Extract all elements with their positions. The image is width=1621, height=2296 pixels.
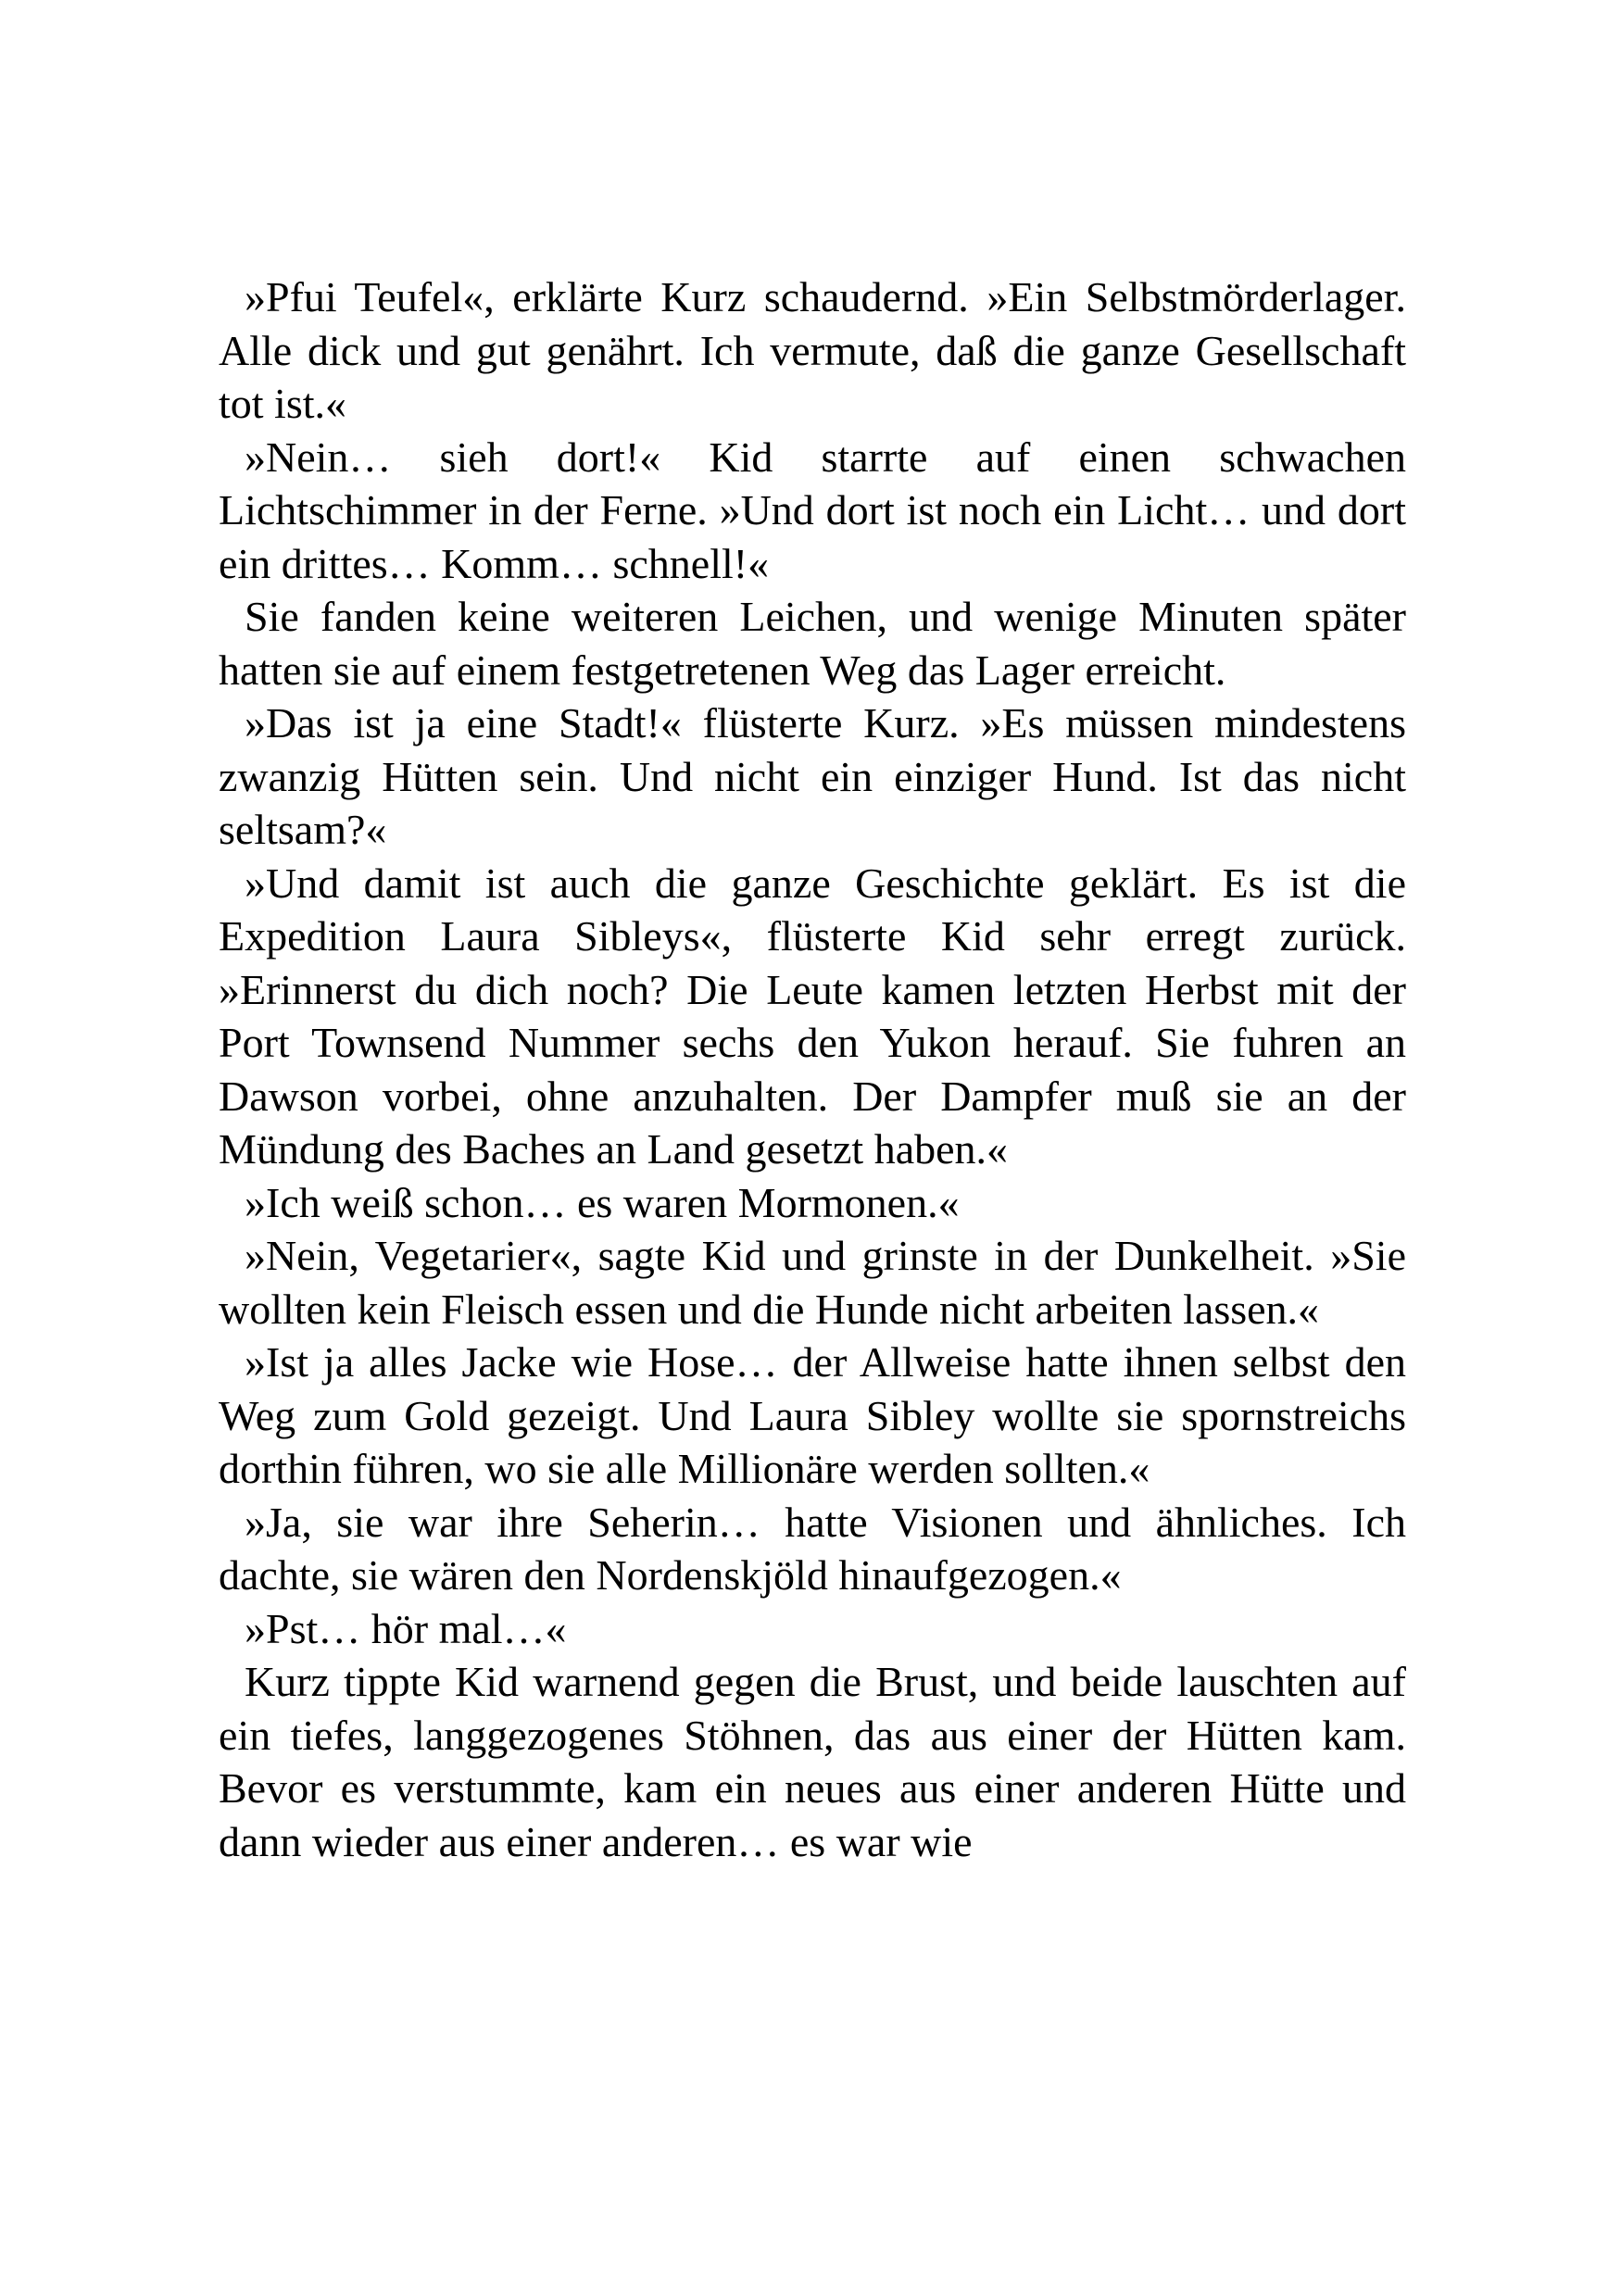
paragraph-10: »Pst… hör mal…« (245, 1604, 567, 1652)
paragraph-4: »Das ist ja eine Stadt!« flüsterte Kurz. »Es müssen mindestens zwanzig Hütten sein. Und nicht ein einziger Hund. Ist das nicht seltsam?« (219, 699, 1406, 853)
paragraph-11: Kurz tippte Kid warnend gegen die Brust, und beide lauschten auf ein tiefes, langgezogenes Stöhnen, das aus einer der Hütten kam. Bevor es verstummte, kam ein neues aus einer anderen Hütte und dann wieder aus einer anderen… es war wie (219, 1658, 1406, 1865)
paragraph-9: »Ja, sie war ihre Seherin… hatte Visionen und ähnliches. Ich dachte, sie wären den Nordenskjöld hinaufgezogen.« (219, 1498, 1406, 1599)
paragraph-5: »Und damit ist auch die ganze Geschichte geklärt. Es ist die Expedition Laura Sibleys«, flüsterte Kid sehr erregt zurück. »Erinnerst du dich noch? Die Leute kamen letzten Herbst mit der Port Townsend Nummer sechs den Yukon herauf. Sie fuhren an Dawson vorbei, ohne anzuhalten. Der Dampfer muß sie an der Mündung des Baches an Land gesetzt haben.« (219, 859, 1406, 1173)
paragraph-3: Sie fanden keine weiteren Leichen, und wenige Minuten später hatten sie auf einem festgetretenen Weg das Lager erreicht. (219, 593, 1406, 694)
paragraph-6: »Ich weiß schon… es waren Mormonen.« (245, 1178, 960, 1226)
page-text (219, 270, 1406, 1868)
paragraph-2: »Nein… sieh dort!« Kid starrte auf einen schwachen Lichtschimmer in der Ferne. »Und dort ist noch ein Licht… und dort ein drittes… Komm… schnell!« (219, 433, 1406, 587)
paragraph-8: »Ist ja alles Jacke wie Hose… der Allweise hatte ihnen selbst den Weg zum Gold gezeigt. Und Laura Sibley wollte sie spornstreichs dorthin führen, wo sie alle Millionäre werden sollten.« (219, 1338, 1406, 1492)
paragraph-7: »Nein, Vegetarier«, sagte Kid und grinste in der Dunkelheit. »Sie wollten kein Fleisch essen und die Hunde nicht arbeiten lassen.« (219, 1232, 1406, 1333)
paragraph-1: »Pfui Teufel«, erklärte Kurz schaudernd. »Ein Selbstmörderlager. Alle dick und gut genährt. Ich vermute, daß die ganze Gesellschaft tot ist.« (219, 273, 1406, 427)
